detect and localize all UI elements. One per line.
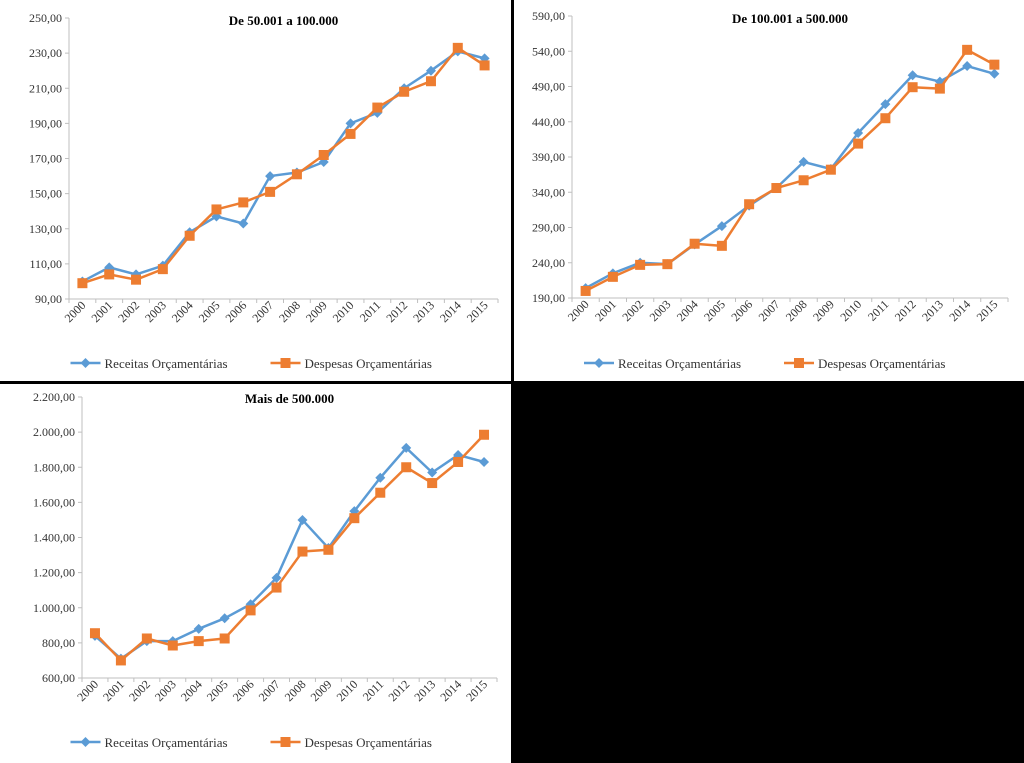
x-tick-label: 2002 — [126, 677, 153, 705]
legend-label: Despesas Orçamentárias — [304, 356, 432, 371]
y-tick-label: 1.200,00 — [33, 565, 75, 580]
y-tick-label: 150,00 — [29, 186, 62, 201]
data-point-receitas — [989, 69, 999, 79]
data-point-despesas — [853, 139, 863, 149]
x-tick-label: 2004 — [673, 297, 701, 325]
x-tick-label: 2008 — [276, 298, 304, 326]
y-tick-label: 170,00 — [29, 151, 62, 166]
y-tick-label: 1.600,00 — [33, 495, 75, 510]
data-point-despesas — [246, 605, 256, 615]
data-point-despesas — [265, 187, 275, 197]
data-point-despesas — [989, 60, 999, 70]
x-tick-label: 2006 — [229, 677, 257, 705]
y-tick-label: 540,00 — [532, 44, 565, 59]
x-tick-label: 2001 — [592, 297, 619, 325]
data-point-despesas — [427, 478, 437, 488]
x-tick-label: 2000 — [61, 298, 89, 326]
y-tick-label: 390,00 — [532, 150, 565, 164]
x-tick-label: 2005 — [203, 677, 231, 705]
y-tick-label: 800,00 — [42, 635, 75, 650]
data-point-despesas — [319, 150, 329, 160]
data-point-despesas — [426, 76, 436, 86]
y-tick-label: 240,00 — [532, 255, 565, 270]
x-tick-label: 2005 — [195, 298, 223, 326]
data-point-despesas — [717, 241, 727, 251]
y-tick-label: 590,00 — [532, 9, 565, 23]
data-point-despesas — [453, 43, 463, 53]
chart-500k-plus — [0, 384, 511, 763]
data-point-despesas — [908, 82, 918, 92]
legend-item — [584, 356, 741, 371]
chart-title: De 50.001 a 100.000 — [228, 13, 339, 28]
data-point-despesas — [401, 462, 411, 472]
x-tick-label: 2007 — [755, 297, 783, 325]
legend-label: Despesas Orçamentárias — [304, 735, 432, 750]
x-tick-label: 2003 — [152, 677, 179, 705]
y-tick-label: 2.200,00 — [33, 390, 75, 404]
x-tick-label: 2011 — [356, 298, 384, 325]
data-point-receitas — [238, 218, 248, 228]
data-point-despesas — [480, 60, 490, 70]
data-point-despesas — [185, 231, 195, 241]
y-tick-label: 90,00 — [35, 292, 62, 306]
data-point-receitas — [194, 624, 204, 634]
chart-50k-100k — [0, 0, 511, 381]
x-tick-label: 2002 — [619, 297, 647, 325]
data-point-despesas — [771, 183, 781, 193]
x-tick-label: 2009 — [307, 677, 335, 705]
x-tick-label: 2004 — [177, 677, 205, 705]
y-tick-label: 1.800,00 — [33, 460, 75, 475]
x-tick-label: 2013 — [919, 297, 946, 325]
chart-panel-100k-500k — [514, 0, 1024, 381]
data-point-despesas — [880, 113, 890, 123]
x-tick-label: 2001 — [88, 298, 116, 326]
data-point-despesas — [453, 457, 463, 467]
legend-label: Despesas Orçamentárias — [818, 356, 946, 371]
data-point-despesas — [238, 197, 248, 207]
x-tick-label: 2013 — [410, 298, 438, 326]
data-point-despesas — [323, 545, 333, 555]
legend-diamond-marker — [594, 358, 604, 368]
data-point-receitas — [265, 171, 275, 181]
data-point-despesas — [194, 636, 204, 646]
y-tick-label: 490,00 — [532, 79, 565, 94]
x-tick-label: 2014 — [437, 298, 464, 326]
x-tick-label: 2009 — [302, 298, 330, 326]
y-tick-label: 290,00 — [532, 220, 565, 235]
x-tick-label: 2012 — [385, 677, 413, 705]
data-point-despesas — [799, 175, 809, 185]
legend-square-marker — [794, 358, 804, 368]
y-tick-label: 210,00 — [29, 81, 62, 96]
series-line-receitas — [82, 51, 484, 281]
legend-square-marker — [281, 737, 291, 747]
data-point-despesas — [662, 259, 672, 269]
data-point-despesas — [116, 655, 126, 665]
data-point-receitas — [962, 61, 972, 71]
series-line-despesas — [586, 50, 995, 291]
y-tick-label: 250,00 — [29, 11, 62, 25]
legend-item — [784, 356, 945, 371]
data-point-despesas — [372, 103, 382, 113]
data-point-despesas — [77, 278, 87, 288]
data-point-despesas — [272, 583, 282, 593]
legend-label: Receitas Orçamentárias — [104, 735, 228, 750]
data-point-despesas — [744, 199, 754, 209]
legend-diamond-marker — [81, 358, 91, 368]
series-line-despesas — [82, 48, 484, 283]
data-point-despesas — [297, 547, 307, 557]
chart-panel-50k-100k — [0, 0, 511, 381]
x-tick-label: 2000 — [74, 677, 102, 705]
data-point-despesas — [90, 628, 100, 638]
y-tick-label: 1.400,00 — [33, 530, 75, 545]
y-tick-label: 110,00 — [29, 256, 62, 271]
legend-item — [71, 735, 228, 750]
x-tick-label: 2015 — [463, 677, 491, 705]
x-tick-label: 2001 — [100, 677, 128, 705]
x-tick-label: 2009 — [810, 297, 837, 325]
data-point-despesas — [581, 286, 591, 296]
data-point-receitas — [220, 613, 230, 623]
x-tick-label: 2011 — [359, 677, 387, 704]
legend-label: Receitas Orçamentárias — [104, 356, 228, 371]
data-point-despesas — [935, 84, 945, 94]
x-tick-label: 2000 — [564, 297, 592, 325]
data-point-despesas — [211, 204, 221, 214]
data-point-despesas — [158, 264, 168, 274]
x-tick-label: 2002 — [115, 298, 143, 326]
y-tick-label: 340,00 — [532, 185, 565, 200]
x-tick-label: 2010 — [329, 298, 357, 326]
x-tick-label: 2015 — [973, 297, 1001, 325]
chart-100k-500k — [514, 0, 1024, 381]
x-tick-label: 2015 — [463, 298, 491, 326]
chart-title: Mais de 500.000 — [244, 391, 335, 406]
data-point-receitas — [479, 457, 489, 467]
legend — [71, 735, 432, 750]
x-tick-label: 2007 — [249, 298, 277, 326]
legend-diamond-marker — [81, 737, 91, 747]
legend-item — [271, 356, 432, 371]
legend — [584, 356, 945, 371]
data-point-despesas — [168, 641, 178, 651]
x-tick-label: 2003 — [646, 297, 674, 325]
legend-item — [271, 735, 432, 750]
y-tick-label: 1.000,00 — [33, 600, 75, 615]
x-tick-label: 2006 — [728, 297, 756, 325]
data-point-despesas — [131, 275, 141, 285]
y-tick-label: 130,00 — [29, 221, 62, 236]
x-tick-label: 2010 — [837, 297, 865, 325]
data-point-despesas — [104, 269, 114, 279]
x-tick-label: 2004 — [168, 298, 196, 326]
chart-panel-500k-plus — [0, 384, 511, 763]
legend-item — [71, 356, 228, 371]
data-point-despesas — [220, 633, 230, 643]
x-tick-label: 2003 — [142, 298, 169, 326]
data-point-despesas — [349, 513, 359, 523]
data-point-despesas — [346, 129, 356, 139]
legend — [71, 356, 432, 371]
x-tick-label: 2011 — [864, 297, 892, 324]
y-tick-label: 230,00 — [29, 46, 62, 61]
x-tick-label: 2014 — [437, 677, 465, 705]
legend-square-marker — [281, 358, 291, 368]
y-tick-label: 440,00 — [532, 114, 565, 129]
x-tick-label: 2007 — [255, 677, 283, 705]
data-point-despesas — [375, 488, 385, 498]
x-tick-label: 2008 — [281, 677, 309, 705]
y-tick-label: 190,00 — [532, 291, 565, 305]
x-tick-label: 2010 — [333, 677, 361, 705]
series-line-receitas — [586, 66, 995, 288]
data-point-despesas — [479, 430, 489, 440]
data-point-despesas — [608, 272, 618, 282]
data-point-despesas — [962, 45, 972, 55]
x-tick-label: 2012 — [891, 297, 919, 325]
data-point-despesas — [142, 633, 152, 643]
data-point-despesas — [690, 239, 700, 249]
x-tick-label: 2005 — [701, 297, 728, 325]
y-tick-label: 2.000,00 — [33, 425, 75, 440]
x-tick-label: 2012 — [383, 298, 411, 326]
x-tick-label: 2014 — [946, 297, 974, 325]
chart-title: De 100.001 a 500.000 — [732, 11, 848, 26]
data-point-despesas — [635, 260, 645, 270]
data-point-despesas — [399, 87, 409, 97]
data-point-despesas — [826, 165, 836, 175]
legend-label: Receitas Orçamentárias — [618, 356, 742, 371]
data-point-despesas — [292, 169, 302, 179]
x-tick-label: 2006 — [222, 298, 250, 326]
x-tick-label: 2008 — [782, 297, 810, 325]
x-tick-label: 2013 — [411, 677, 439, 705]
y-tick-label: 600,00 — [42, 671, 75, 685]
y-tick-label: 190,00 — [29, 116, 62, 131]
